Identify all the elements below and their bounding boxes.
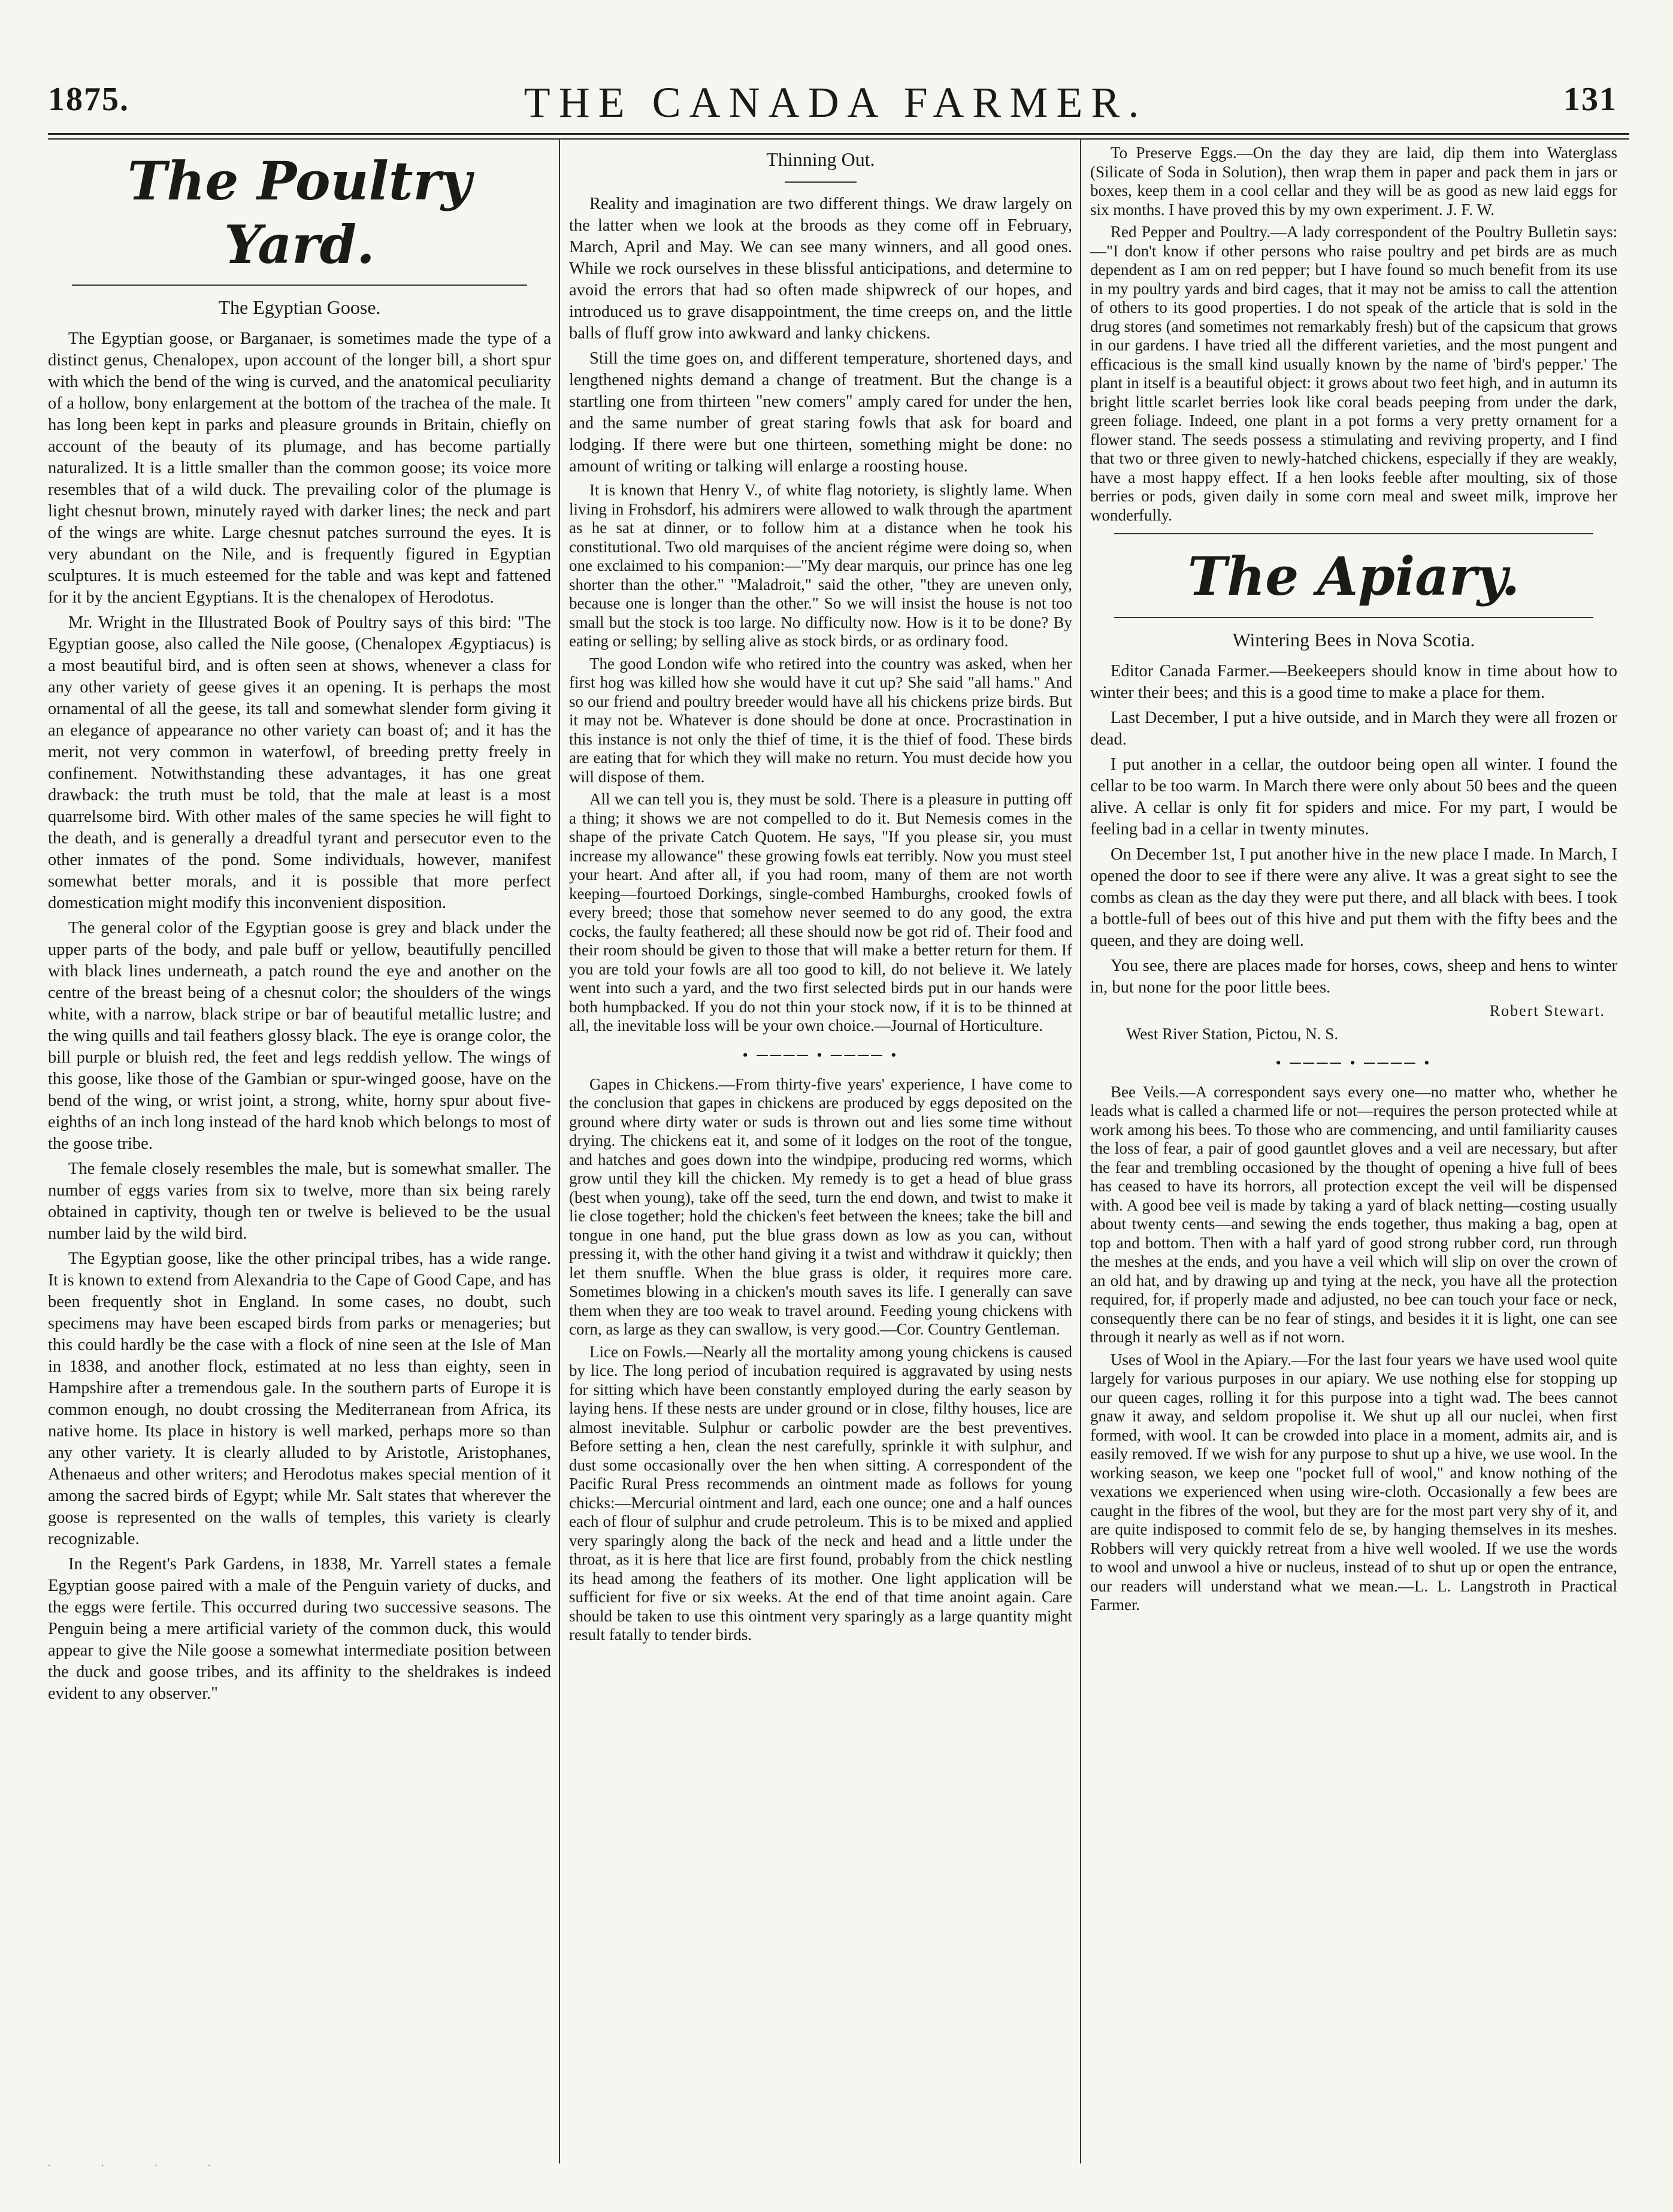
article-paragraph: In the Regent's Park Gardens, in 1838, Mr. Yarrell states a female Egyptian goose paired with a male of the Penguin variety of ducks, and the eggs were fertile. This occurred during two successive seasons. The Penguin being a mere artificial variety of the common duck, this would appear to give the Nile goose a somewhat intermediate position between the duck and goose tribes, and its affinity to the sheldrakes is indeed evident to any observer." [48,1555,551,1703]
column-rule-1 [559,139,560,2163]
article-paragraph: The Egyptian goose, or Barganaer, is sometimes made the type of a distinct genus, Chenalopex, upon account of the longer bill, a short spur with which the bend of the wing is curved, and the anatomical peculiarity of a hollow, bony enlargement at the bottom of the trachea of the male. It has long been kept in parks and pleasure grounds in Britain, chiefly on account of the beauty of its plumage, and has become partially naturalized. It is a little smaller than the common goose; its voice more resembles that of a wild duck. The prevailing color of the plumage is light chesnut brown, minutely rayed with darker lines; the neck and part of the wings are white. Large chesnut patches surround the eyes. It is very abundant on the Nile, and is frequently figured in Egyptian sculptures. It is much esteemed for the table and was kept and fattened for it by the ancient Egyptians. It is the chenalopex of Herodotus. [48,329,551,607]
divider [72,285,527,286]
article-paragraph: The female closely resembles the male, but is somewhat smaller. The number of eggs varies from six to twelve, more than six being rarely obtained in captivity, though ten or twelve is believed to be the usual number laid by the wild bird. [48,1160,551,1243]
column-rule-2 [1080,139,1081,2163]
article-title-thinning-out: Thinning Out. [766,149,875,170]
section-title-apiary: The Apiary. [1187,545,1520,607]
article-paragraph: All we can tell you is, they must be sold. There is a pleasure in putting off a thing; it shows we are not compelled to do it. But Nemesis comes in the shape of the private Catch Quotem. He says, "If you please sir, you must increase my allowance" these growing fowls eat terribly. Now you must steel your heart. And after all, if you had room, many of them are not worth keeping—fourtoed Dorkings, single-combed Hamburghs, crooked fowls of every breed; those that somehow never seemed to do any good, the extra cocks, the faulty feathered; all these should now be got rid of. Their food and their room should be given to those that will make a better return for them. If you are told your fowls are all too good to kill, do not believe it. We lately went into such a yard, and the two first selected birds put in our hands were both humpbacked. If you do not thin your stock now, if it is to be thinned at all, the inevitable loss will be your own choice.—Journal of Horticulture. [569,790,1072,1034]
article-paragraph: Reality and imagination are two different things. We draw largely on the latter when we look at the broods as they come off in February, March, April and May. We can see many winners, and all good ones. While we rock ourselves in these blissful anticipations, and determine to avoid the errors that had so often made shipwreck of our hopes, and introduced us to grave disappointment, the time creeps on, and the little balls of fluff grow into awkward and lanky chickens. [569,195,1072,343]
ornamental-separator: • ──── • ──── • [1275,1054,1432,1072]
article-paragraph: It is known that Henry V., of white flag notoriety, is slightly lame. When living in Frohsdorf, his admirers were allowed to walk through the apartment as he sat at dinner, or to follow him at a distance when he took his constitutional. Two old marquises of the ancient régime were doing so, when one exclaimed to his companion:—"My dear marquis, our prince has one leg shorter than the other." "Maladroit," said the other, "they are uneven only, because one is longer than the other." So we will insist the house is not too small but the stock is too large. No difficulty now. How is it to be done? By eating or selling; by selling alive as stock birds, or as ordinary food. [569,481,1072,650]
gapes-in-chickens-paragraph: Gapes in Chickens.—From thirty-five years' experience, I have come to the conclusion that gapes in chickens are produced by eggs deposited on the ground where dirty water or suds is thrown out and lies some time without drying. The chickens eat it, and some of it lodges on the root of the tongue, and hatches and goes down into the windpipe, producing red worms, which grow until they kill the chicken. My remedy is to get a head of blue grass (best when young), take off the seed, turn the end down, and twist to make it lie close together; hold the chicken's feet between the knees; take the bill and tongue in one hand, put the blue grass down as low as you can, without pressing it, with the other hand giving it a twist and withdraw it quickly; then let them snuffle. When the blue grass is older, it requires more care. Sometimes blowing in a chicken's mouth saves its life. I generally can save them when they are too weak to travel around. Feeding young chickens with corn, as large as they can swallow, is very good.—Cor. Country Gentleman. [569,1075,1072,1338]
divider [785,181,857,183]
masthead-rule [48,133,1629,140]
article-paragraph: Last December, I put a hive outside, and in March they were all frozen or dead. [1090,708,1617,749]
column-1 [48,144,551,2138]
article-paragraph: The Egyptian goose, like the other principal tribes, has a wide range. It is known to extend from Alexandria to the Cape of Good Cape, and has been frequently shot in England. In some cases, no doubt, such specimens may have been escaped birds from parks or menageries; but this could hardly be the case with a flock of nine seen at the Isle of Man in 1838, and another flock, estimated at no less than eighty, seen in Hampshire after a tremendous gale. In the southern parts of Europe it is common enough, no doubt crossing the Mediterranean from Africa, its native home. Its place in history is well marked, perhaps more so than any other variety. It is clearly alluded to by Aristotle, Aristophanes, Athenaeus and other writers; and Herodotus makes special mention of it among the sacred birds of Egypt; while Mr. Salt states that wherever the goose is represented on the walls of temples, this variety is clearly recognizable. [48,1249,551,1549]
article-paragraph: I put another in a cellar, the outdoor being open all winter. I found the cellar to be too warm. In March there were only about 50 bees and the queen alive. A cellar is only fit for spiders and mice. For my part, I would be feeling bad in a cellar in twenty minutes. [1090,755,1617,839]
newspaper-title: THE CANADA FARMER. [524,78,1148,126]
article-paragraph: Still the time goes on, and different temperature, shortened days, and lengthened nights demand a change of treatment. But the change is a startling one from thirteen "new comers" amply cared for under the hen, and the same number of great staring fowls that ask for board and lodging. If there were but one thirteen, something might be done: no amount of writing or talking will enlarge a roosting house. [569,349,1072,476]
page-number: 131 [1563,81,1617,118]
article-title-wintering-bees: Wintering Bees in Nova Scotia. [1232,628,1475,650]
divider [1114,533,1593,534]
section-title-poultry-yard: The Poultry Yard. [127,150,472,276]
year: 1875. [48,81,129,118]
article-paragraph: Editor Canada Farmer.—Beekeepers should know in time about how to winter their bees; and this is a good time to make a place for them. [1090,661,1617,702]
article-paragraph: Mr. Wright in the Illustrated Book of Poultry says of this bird: "The Egyptian goose, also called the Nile goose, (Chenalopex Ægyptiacus) is a most beautiful bird, and is often seen at shows, whenever a class for any other variety of geese gives it an opening. It is perhaps the most ornamental of all the geese, its tall and somewhat slender form giving it an elegance of appearance no other variety can boast of; and it has the merit, not very common in waterfowl, of breeding pretty freely in confinement. Notwithstanding these advantages, it has one great drawback: the truth must be told, that the male at least is a most quarrelsome bird. With other males of the same species he will fight to the death, and is generally a dreadful tyrant and persecutor even to the other inmates of the pond. Some individuals, however, manifest somewhat better morals, and it is possible that more perfect domestication might modify this inconvenient disposition. [48,613,551,913]
page-bottom-marks: . . . . [48,2156,235,2168]
bee-veils-paragraph: Bee Veils.—A correspondent says every one—no matter who, whether he leads what is called a charmed life or not—requires the person protected while at work among his bees. To those who are commencing, and until familiarity causes the loss of fear, a pair of good gauntlet gloves and a veil are necessary, but after the fear and trembling occasioned by the thought of opening a hive full of bees has ceased to have its horrors, all protection except the veil will be dispensed with. A good bee veil is made by taking a yard of black netting—costing usually about twenty cents—and sewing the ends together, thus making a bag, open at top and bottom. Then with a half yard of good strong rubber cord, run through the meshes at the ends, and you have a veil which will slip on over the crown of an old hat, and by drawing up and tying at the neck, you have all the protection required, for, if properly made and adjusted, no bee can touch your face or neck, consequently there can be no fear of stings, and besides it it is light, one can see through it nearly as well as if not worn. [1090,1082,1617,1346]
column-2 [569,144,1072,2174]
article-title-egyptian-goose: The Egyptian Goose. [218,296,381,319]
masthead [36,78,1635,138]
article-paragraph: The good London wife who retired into the country was asked, when her first hog was killed how she would have it cut up? She said "all hams." And so our friend and poultry breeder would have all his chickens prize birds. But it may not be. Whatever is done should be done at once. Procrastination in this instance is not only the thief of time, it is the thief of food. These birds are eating that for which they will make no return. You must decide how you will dispose of them. [569,654,1072,786]
lice-on-fowls-paragraph: Lice on Fowls.—Nearly all the mortality among young chickens is caused by lice. The long period of incubation required is aggravated by using nests for sitting which have been constantly employed during the early season by laying hens. If these nests are under ground or in close, filthy houses, lice are almost inevitable. Sulphur or carbolic powder are the best preventives. Before setting a hen, clean the nest carefully, sprinkle it with sulphur, and dust some occasionally over the hen when sitting. A correspondent of the Pacific Rural Press recommends an ointment made as follows for young chicks:—Mercurial ointment and lard, each one ounce; one and a half ounces each of flour of sulphur and crude petroleum. This is to be mixed and applied very sparingly along the back of the neck and head and a little under the throat, as it is here that lice are first found, probably from the chick nestling its head among the feathers of its mother. One light application will be sufficient for five or six weeks. At the end of that time anoint again. Care should be taken to use this ointment very sparingly as a large quantity might result fatally to tender birds. [569,1342,1072,1644]
article-paragraph: The general color of the Egyptian goose is grey and black under the upper parts of the body, and pale buff or yellow, beautifully pencilled with black lines underneath, a patch round the eye and another on the centre of the breast being of a chesnut color; the shoulders of the wings white, with a narrow, black stripe or bar of beautiful metallic lustre; and the wing quills and tail feathers glossy black. The eye is orange color, the bill purple or bluish red, the feet and legs reddish yellow. The wings of this goose, like those of the Gambian or spur-winged goose, have on the bend of the wing, or wrist joint, a strong, white, horny spur about five-eighths of an inch long instead of the hard knob which belongs to most of the goose tribe. [48,919,551,1154]
ornamental-separator: • ──── • ──── • [742,1046,899,1064]
article-paragraph: On December 1st, I put another hive in the new place I made. In March, I opened the door to see if there were any alive. It was a great sight to see the combs as clean as the day they were put there, and all black with bees. I took a bottle-full of bees out of this hive and put them with the fifty bees and the queen, and they are doing well. [1090,845,1617,950]
dateline: West River Station, Pictou, N. S. [1126,1024,1339,1043]
uses-of-wool-paragraph: Uses of Wool in the Apiary.—For the last four years we have used wool quite largely for various purposes in our apiary. We use nothing else for stopping up our queen cages, rolling it for this purpose into a tight wad. The bees cannot gnaw it away, and seldom propolise it. We shut up all our nuclei, when first formed, with wool. It can be crowded into place in a moment, admits air, and is easily removed. If we wish for any purpose to shut up a hive, we use wool. In the working season, we keep one "pocket full of wool," and know nothing of the vexations we experienced when using wire-cloth. Occasionally a few bees are caught in the fibres of the wool, but they are for the most part very shy of it, and are quite indisposed to commit felo de se, by hanging themselves in its meshes. Robbers will very quickly retreat from a hive well wooled. If we use the words to wool and unwool a hive or nucleus, instead of to shut up or open the entrance, our readers will understand what we mean.—L. L. Langstroth in Practical Farmer. [1090,1350,1617,1614]
author-signature: Robert Stewart. [1489,1001,1605,1019]
red-pepper-paragraph: Red Pepper and Poultry.—A lady correspondent of the Poultry Bulletin says:—"I don't know if other persons who raise poultry and pet birds are as much dependent as I am on red pepper; but I have found so much benefit from its use in my poultry yards and bird cages, that it may not be amiss to call the attention of others to its good properties. I do not speak of the article that is sold in the drug stores (and sometimes not remarkably fresh) but of the capsicum that grows in our gardens. I have tried all the different varieties, and the most pungent and efficacious is the small kind usually known by the name of 'bird's pepper.' The plant in itself is a beautiful object: it grows about two feet high, and in autumn its bright little scarlet berries look like coral beads peeping from under the dark, green foliage. Indeed, one plant in a pot forms a very pretty ornament for a flower stand. The seeds possess a stimulating and reviving property, and I find that two or three given to newly-hatched chickens, especially if they are weakly, have a most happy effect. If a hen looks feeble after moulting, six of those berries or pods, given daily in some corn meal and sweet milk, improve her wonderfully. [1090,223,1617,524]
preserve-eggs-paragraph: To Preserve Eggs.—On the day they are laid, dip them into Waterglass (Silicate of Soda in Solution), then wrap them in paper and pack them in jars or boxes, keep them in a cool cellar and they will be as good as new laid eggs for six months. I have proved this by my own experiment. J. F. W. [1090,144,1617,219]
column-3 [1090,144,1617,2174]
divider [1114,617,1593,618]
article-paragraph: You see, there are places made for horses, cows, sheep and hens to winter in, but none for the poor little bees. [1090,956,1617,997]
